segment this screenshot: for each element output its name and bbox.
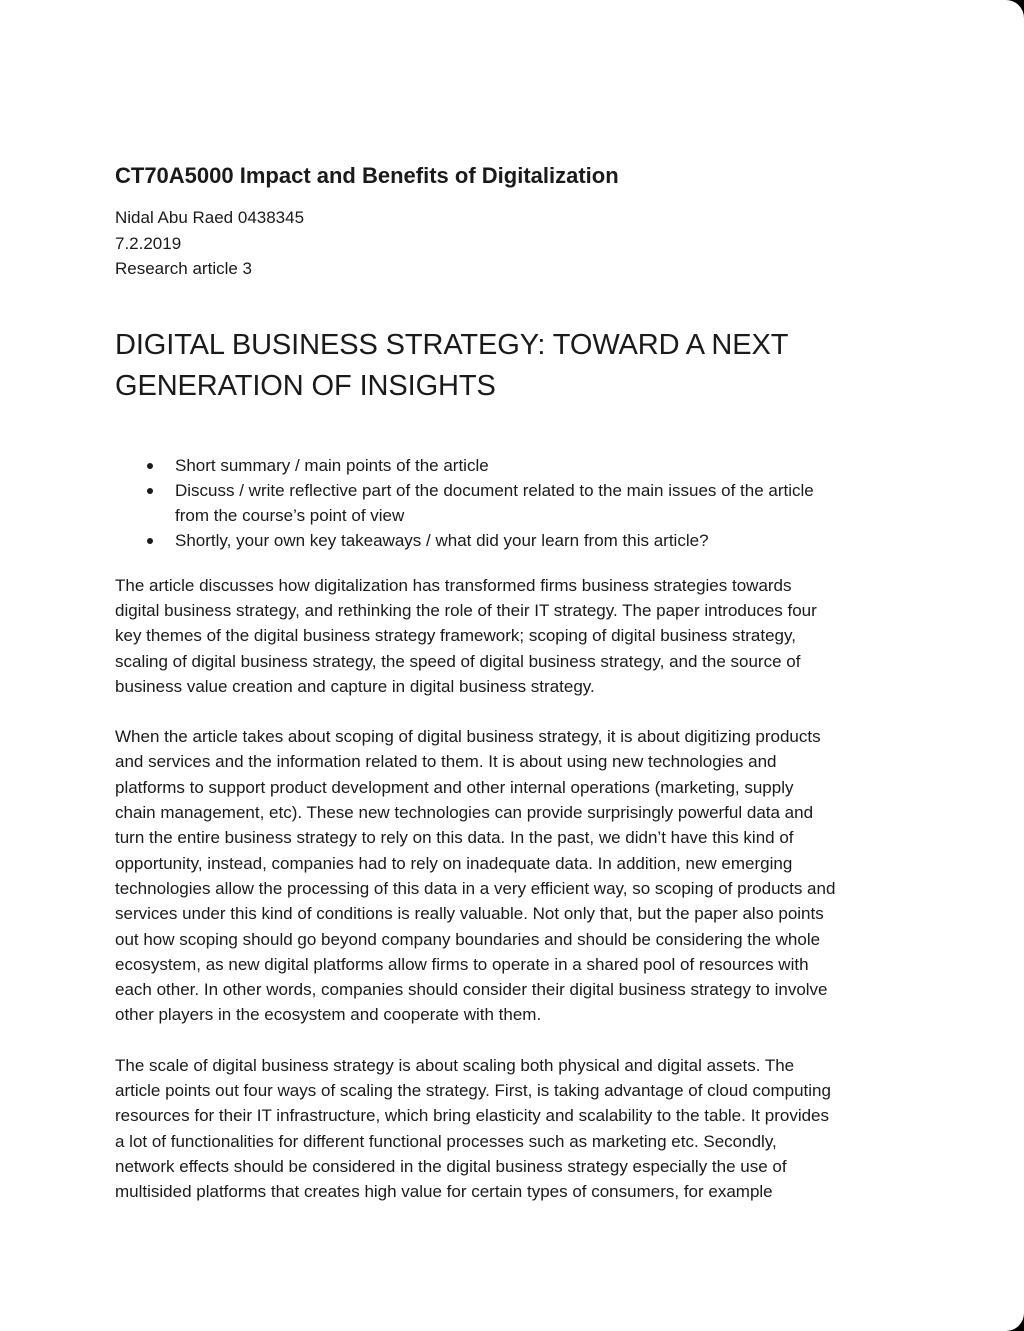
paragraph-line: resources for their IT infrastructure, which bring elasticity and scalability to the table. It provides [115,1106,830,1126]
paragraph-line: out how scoping should go beyond company boundaries and should be considering the whole [115,929,821,949]
paragraph-line: The article discusses how digitalization has transformed firms business strategies towards [115,575,792,595]
bullet-item [115,478,905,529]
document-content [115,161,905,1205]
paragraph-line: When the article takes about scoping of digital business strategy, it is about digitizing products [115,727,821,747]
paragraph-line: platforms to support product development and other internal operations (marketing, supply [115,777,794,797]
paragraph-line: network effects should be considered in the digital business strategy especially the use of [115,1156,787,1176]
paragraph-line: article points out four ways of scaling the strategy. First, is taking advantage of cloud computing [115,1081,831,1101]
bullet-item [115,528,905,553]
date-line: 7.2.2019 [115,233,182,253]
task-bullet-list [115,453,905,554]
paragraph-line: ecosystem, as new digital platforms allow firms to operate in a shared pool of resources with [115,954,809,974]
paragraph-line: and services and the information related to them. It is about using new technologies and [115,752,777,772]
paragraph-line: opportunity, instead, companies had to rely on inadequate data. In addition, new emerging [115,853,793,873]
paragraph-scale [115,1053,905,1205]
paragraph-line: multisided platforms that creates high value for certain types of consumers, for example [115,1182,773,1202]
paragraph-line: business value creation and capture in digital business strategy. [115,676,595,696]
author-line: Nidal Abu Raed 0438345 [115,208,305,227]
bullet-line: Shortly, your own key takeaways / what did your learn from this article? [175,531,709,551]
paragraph-line: digital business strategy, and rethinking the role of their IT strategy. The paper introduces four [115,600,817,620]
paragraph-line: key themes of the digital business strategy framework; scoping of digital business strategy, [115,626,796,646]
bullet-line: Discuss / write reflective part of the document related to the main issues of the article [175,480,814,500]
bullet-line: from the course’s point of view [175,506,405,526]
paragraph-line: scaling of digital business strategy, the speed of digital business strategy, and the source of [115,651,801,671]
paragraph-line: other players in the ecosystem and cooperate with them. [115,1005,542,1025]
paragraph-line: each other. In other words, companies should consider their digital business strategy to involve [115,980,828,1000]
article-title-line: GENERATION OF INSIGHTS [115,369,496,402]
paragraph-line: turn the entire business strategy to rely on this data. In the past, we didn’t have this kind of [115,828,794,848]
article-title-line: DIGITAL BUSINESS STRATEGY: TOWARD A NEXT [115,328,789,361]
paragraph-summary [115,573,905,699]
bullet-dot-icon [147,463,153,469]
paragraph-line: a lot of functionalities for different functional processes such as marketing etc. Secondly, [115,1131,777,1151]
paragraph-line: The scale of digital business strategy is about scaling both physical and digital assets. The [115,1055,795,1075]
bullet-item [115,453,905,478]
paragraph-line: chain management, etc). These new technologies can provide surprisingly powerful data and [115,803,814,823]
bullet-dot-icon [147,488,153,494]
course-title: CT70A5000 Impact and Benefits of Digitalization [115,163,619,188]
author-meta [115,205,905,282]
paragraph-line: services under this kind of conditions is really valuable. Not only that, but the paper also points [115,904,824,924]
article-number-line: Research article 3 [115,259,253,278]
paragraph-line: technologies allow the processing of this data in a very efficient way, so scoping of products and [115,878,836,898]
paragraph-scoping [115,724,905,1028]
bullet-dot-icon [147,538,153,544]
bullet-line: Short summary / main points of the article [175,455,489,475]
article-title [115,325,905,407]
